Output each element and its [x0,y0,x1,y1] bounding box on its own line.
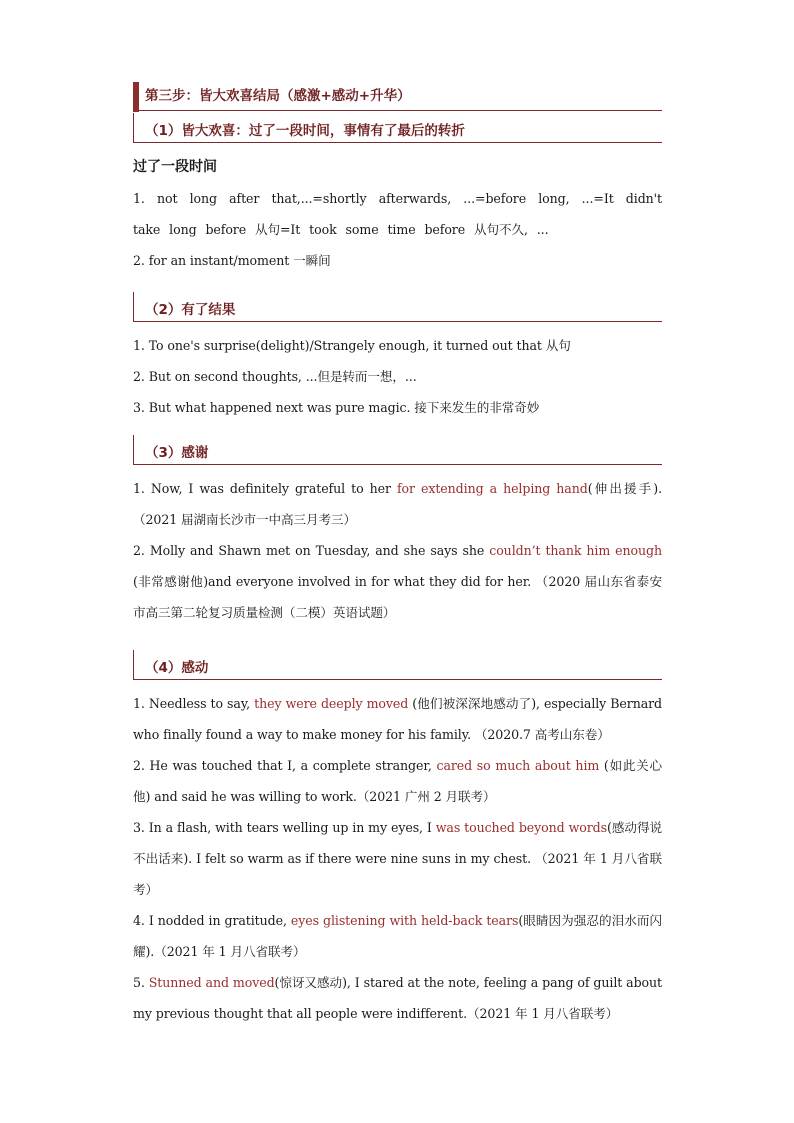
list-item [133,688,662,750]
highlight-phrase: eyes glistening with held-back tears [290,913,519,928]
document-page [133,78,662,1029]
list-item [133,535,662,628]
section-header-1 [133,113,662,143]
step-accent-bar [133,82,139,112]
highlight-phrase: was touched beyond words [435,820,607,835]
highlight-phrase: Stunned and moved [148,975,275,990]
list-item: 1. not long after that,...=shortly afterwards, ...=before long, ...=It didn't take long before 从句=It took some time before 从句不久, ... [133,191,662,237]
item-text: 1. Now, I was definitely grateful to her [133,481,397,496]
section-header-3 [133,435,662,465]
list-item [133,750,662,812]
highlight-phrase: they were deeply moved [254,696,409,711]
item-text: (伸出援手).（2021 届湖南长沙市一中高三月考三） [133,481,662,527]
item-text: (他们被深深地感动了), especially Bernard who finally found a way to make money for his family. （2020.7 高考山东卷） [133,696,662,742]
step-title: 第三步：皆大欢喜结局（感激+感动+升华） [145,88,411,104]
item-text: (如此关心他) and said he was willing to work.（2021 广州 2 月联考） [133,758,662,804]
item-text: 2. Molly and Shawn met on Tuesday, and she says she [133,543,490,558]
highlight-phrase: cared so much about him [436,758,600,773]
section-title: （1）皆大欢喜：过了一段时间，事情有了最后的转折 [145,123,465,139]
list-item [133,905,662,967]
item-text: (感动得说不出话来). I felt so warm as if there were nine suns in my chest. （2021 年 1 月八省联考） [133,820,662,897]
item-text: 1. Needless to say, [133,696,255,711]
item-text: 5. [133,975,149,990]
list-item: 2. for an instant/moment 一瞬间 [133,253,331,268]
list-item [133,473,662,535]
list-item: 1. To one's surprise(delight)/Strangely enough, it turned out that 从句 [133,338,571,353]
list-item [133,967,662,1029]
item-text: 3. In a flash, with tears welling up in my eyes, I [133,820,436,835]
section-header-4 [133,650,662,680]
step-header [133,78,662,111]
item-text: (眼睛因为强忍的泪水而闪耀).（2021 年 1 月八省联考） [133,913,663,959]
item-text: (惊讶又感动), I stared at the note, feeling a pang of guilt about my previous thought that all people were indifferent.（2021 年 1 月八省联考） [133,975,662,1021]
item-text: (非常感谢他)and everyone involved in for what they did for her. （2020 届山东省泰安市高三第二轮复习质量检测（二模）英语试题） [133,574,662,620]
list-item: 3. But what happened next was pure magic. 接下来发生的非常奇妙 [133,400,540,415]
section-title: （2）有了结果 [145,302,236,318]
highlight-phrase: for extending a helping hand [396,481,588,496]
item-text: 2. He was touched that I, a complete stranger, [133,758,437,773]
list-item: 2. But on second thoughts, ...但是转而一想，... [133,369,417,384]
list-item [133,812,662,905]
section-header-2 [133,292,662,322]
section-title: （4）感动 [145,660,209,676]
highlight-phrase: couldn’t thank him enough [489,543,662,558]
item-text: 4. I nodded in gratitude, [133,913,291,928]
section-title: （3）感谢 [145,445,209,461]
subheading: 过了一段时间 [133,159,217,175]
